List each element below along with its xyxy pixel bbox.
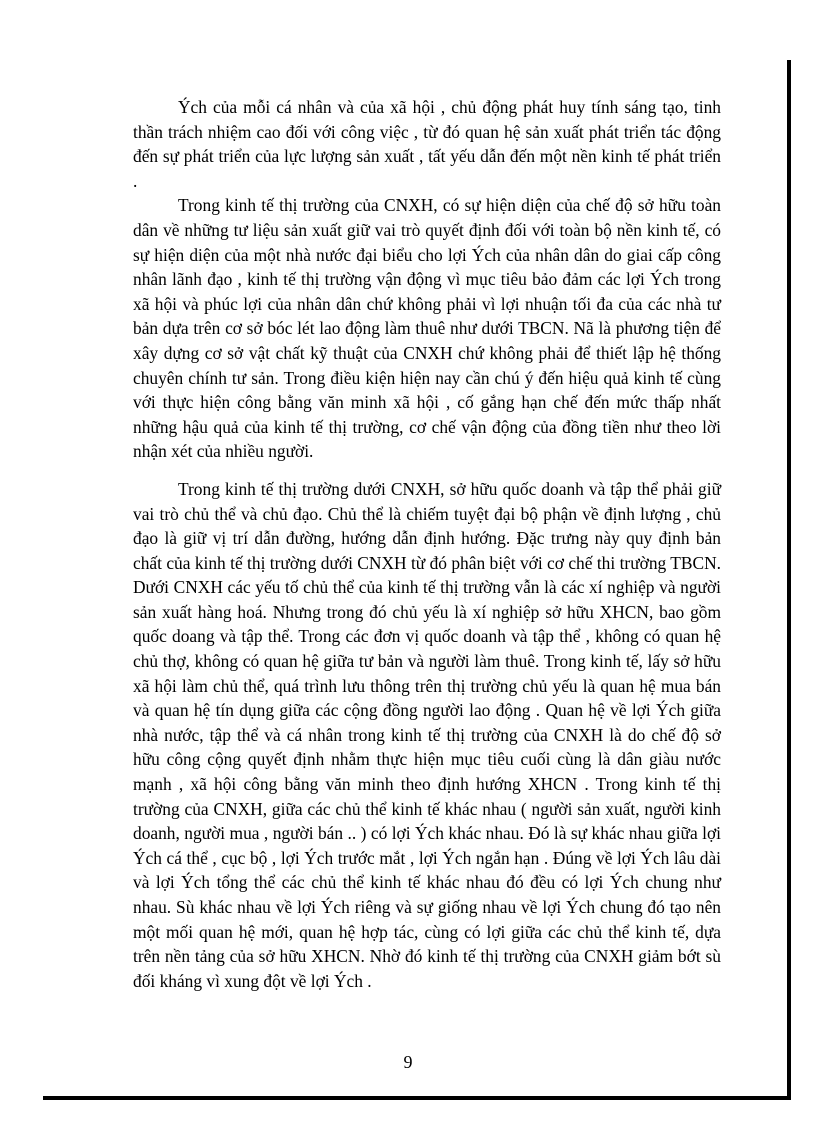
- page-border-right: [787, 60, 791, 1100]
- paragraph-3: Trong kinh tế thị trường dưới CNXH, sở hữu quốc doanh và tập thể phải giữ vai trò chủ thể và chủ đạo. Chủ thể là chiếm tuyệt đại bộ phận về định lượng , chủ đạo là giữ vị trí dẫn đường, hướng dẫn định hướng. Đặc trưng này quy định bản chất của kinh tế thị trường dưới CNXH từ đó phân biệt với cơ chế thi trường TBCN. Dưới CNXH các yếu tố chủ thể của kinh tế thị trường vẫn là các xí nghiệp và người sản xuất hàng hoá. Nhưng trong đó chủ yếu là xí nghiệp sở hữu XHCN, bao gồm quốc doang và tập thể. Trong các đơn vị quốc doanh và tập thể , không có quan hệ chủ thợ, không có quan hệ giữa tư bản và người làm thuê. Trong kinh tế, lấy sở hữu xã hội làm chủ thể, quá trình lưu thông trên thị trường chủ yếu là quan hệ mua bán và quan hệ tín dụng giữa các cộng đồng người lao động . Quan hệ về lợi Ých giữa nhà nước, tập thể và cá nhân trong kinh tế thị trường của CNXH là do chế độ sở hữu công cộng quyết định nhằm thực hiện mục tiêu cuối cùng là dân giàu nước mạnh , xã hội công bằng văn minh theo định hướng XHCN . Trong kinh tế thị trường của CNXH, giữa các chủ thể kinh tế khác nhau ( người sản xuất, người kinh doanh, người mua , người bán .. ) có lợi Ých khác nhau. Đó là sự khác nhau giữa lợi Ých cá thể , cục bộ , lợi Ých trước mắt , lợi Ých ngắn hạn . Đúng về lợi Ých lâu dài và lợi Ých tổng thể các chủ thể kinh tế khác nhau đó đều có lợi Ých chung như nhau. Sù khác nhau về lợi Ých riêng và sự giống nhau về lợi Ých chung đó tạo nên một mối quan hệ mới, quan hệ hợp tác, cùng có lợi giữa các chủ thể kinh tế, dựa trên nền tảng của sở hữu XHCN. Nhờ đó kinh tế thị trường của CNXH giảm bớt sù đối kháng vì xung đột về lợi Ých .: [133, 478, 721, 991]
- page-number: 9: [403, 1052, 413, 1072]
- paragraph-1: Ých của mỗi cá nhân và của xã hội , chủ động phát huy tính sáng tạo, tinh thần trách nhiệm cao đối với công việc , từ đó quan hệ sản xuất phát triển tác động đến sự phát triển của lực lượng sản xuất , tất yếu dẫn đến một nền kinh tế phát triển .: [133, 97, 721, 191]
- document-body: [133, 95, 721, 993]
- page-border-bottom: [43, 1096, 791, 1100]
- paragraph-2: Trong kinh tế thị trường của CNXH, có sự hiện diện của chế độ sở hữu toàn dân về những tư liệu sản xuất giữ vai trò quyết định đối với toàn bộ nền kinh tế, có sự hiện diện của một nhà nước đại biểu cho lợi Ých của nhân dân do giai cấp công nhân lãnh đạo , kinh tế thị trường vận động vì mục tiêu bảo đảm các lợi Ých trong xã hội và phúc lợi của nhân dân chứ không phải vì lợi nhuận tối đa của các nhà tư bản dựa trên cơ sở bóc lét lao động làm thuê như dưới TBCN. Nã là phương tiện để xây dựng cơ sở vật chất kỹ thuật của CNXH chứ không phải để thiết lập hệ thống chuyên chính tư sản. Trong điều kiện hiện nay cần chú ý đến hiệu quả kinh tế cùng với thực hiện công bằng văn minh xã hội , cố gắng hạn chế đến mức thấp nhất những hậu quả của kinh tế thị trường, cơ chế vận động của đồng tiền như theo lời nhận xét của nhiều người.: [133, 195, 721, 462]
